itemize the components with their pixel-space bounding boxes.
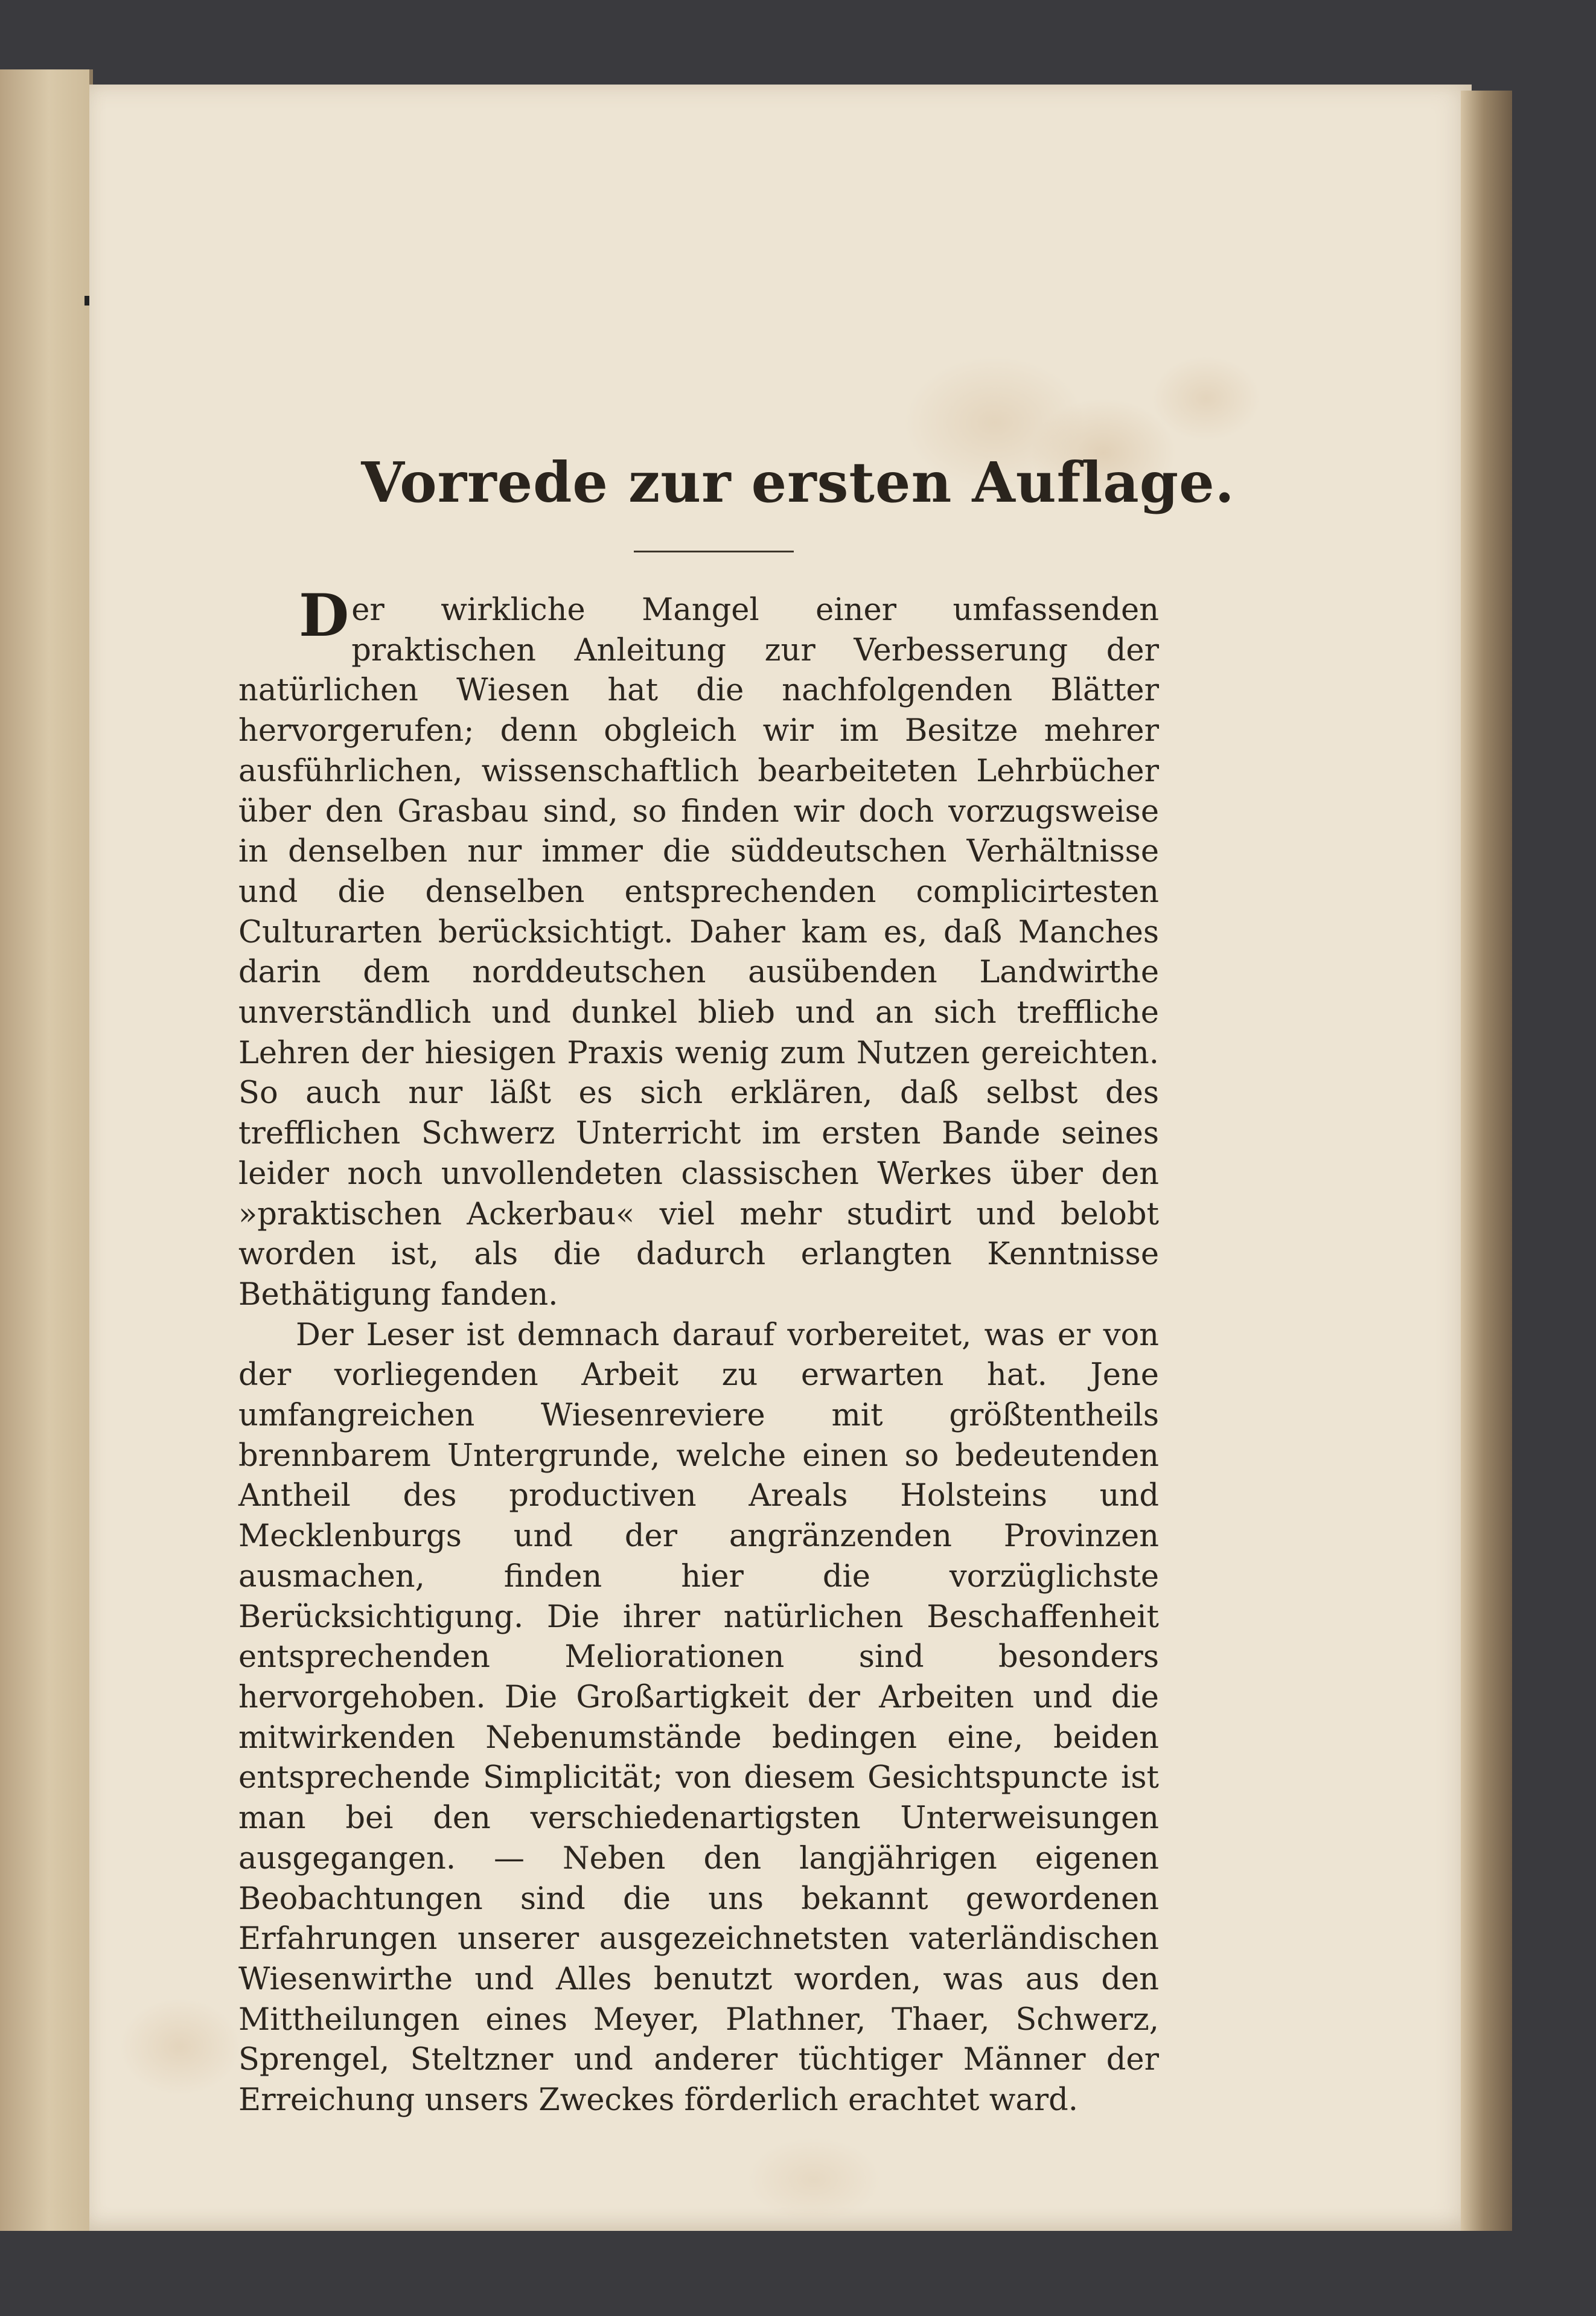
body-text xyxy=(238,581,1159,2121)
paragraph-1-text: er wirkliche Mangel einer umfassenden praktischen Anleitung zur Verbesserung der natürlichen Wiesen hat die nachfolgenden Blätter hervorgerufen; denn obgleich wir im Besitze mehrer ausführlichen, wissenschaftlich bearbeiteten Lehrbücher über den Grasbau sind, so finden wir doch vorzugsweise in denselben nur immer die süddeutschen Verhältnisse und die denselben entsprechenden complicirtesten Culturarten berücksichtigt. Daher kam es, daß Manches darin dem norddeutschen ausübenden Landwirthe unverständlich und dunkel blieb und an sich treffliche Lehren der hiesigen Praxis wenig zum Nutzen gereichten. So auch nur läßt es sich erklären, daß selbst des trefflichen Schwerz Unterricht im ersten Bande seines leider noch unvollendeten classischen Werkes über den »praktischen Ackerbau« viel mehr studirt und belobt worden ist, als die dadurch erlangten Kenntnisse Bethätigung fanden. xyxy=(238,592,1159,1313)
binding-mark xyxy=(85,296,89,305)
title-divider xyxy=(634,551,794,552)
facing-page-edge xyxy=(0,69,93,2231)
paragraph-1 xyxy=(238,581,1159,1316)
page-title: Vorrede zur ersten Auflage. xyxy=(361,450,1235,515)
paragraph-2-text: Der Leser ist demnach darauf vorbereitet, was er von der vorliegenden Arbeit zu erwarten hat. Jene umfangreichen Wiesenreviere mit größtentheils brennbarem Untergrunde, welche einen so bedeutenden Antheil des productiven Areals Holsteins und Mecklenburgs und der angränzenden Provinzen ausmachen, finden hier die vorzüglichste Berücksichtigung. Die ihrer natürlichen Beschaffenheit entsprechenden Meliorationen sind besonders hervorgehoben. Die Großartigkeit der Arbeiten und die mitwirkenden Nebenumstände bedingen eine, beiden entsprechende Simplicität; von diesem Gesichtspuncte ist man bei den verschiedenartigsten Unterweisungen ausgegangen. — Neben den langjährigen eigenen Beobachtungen sind die uns bekannt gewordenen Erfahrungen unserer ausgezeichnetsten vaterländischen Wiesenwirthe und Alles benutzt worden, was aus den Mittheilungen eines Meyer, Plathner, Thaer, Schwerz, Sprengel, Steltzner und anderer tüchtiger Männer der Erreichung unsers Zweckes förderlich erachtet ward. xyxy=(238,1317,1159,2119)
drop-cap: D xyxy=(299,581,350,650)
page-stack-edge xyxy=(1461,91,1512,2231)
paragraph-2 xyxy=(238,1316,1159,2121)
